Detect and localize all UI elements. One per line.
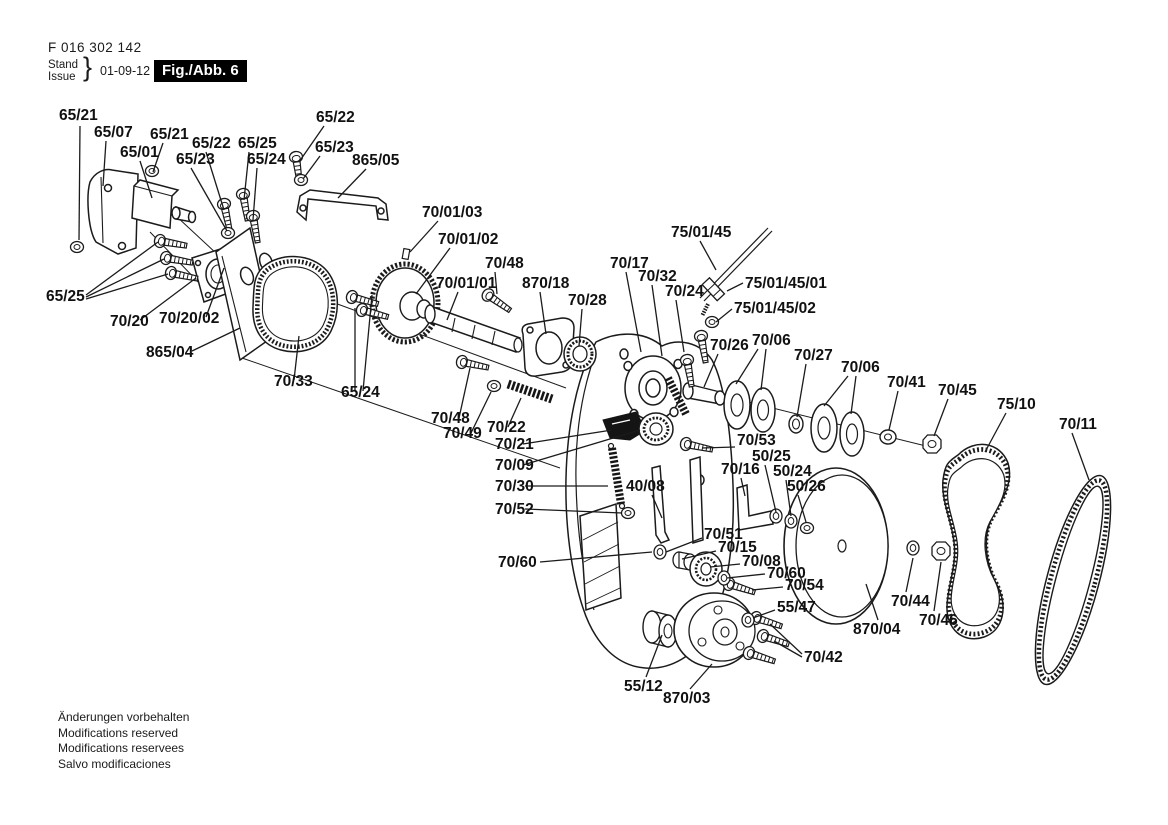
leader-line-65-07 (103, 141, 106, 186)
leader-line-70-06 (761, 349, 766, 390)
part-label-70-51: 70/51 (704, 526, 743, 543)
part-label-865-04: 865/04 (146, 344, 194, 361)
part-label-40-08: 40/08 (626, 478, 665, 495)
leader-line-70-06 (851, 376, 856, 414)
part-label-65-24: 65/24 (341, 384, 380, 401)
leader-line-50-26 (798, 495, 806, 522)
part-label-55-47: 55/47 (777, 599, 816, 616)
leader-line-70-54 (752, 587, 783, 590)
leader-line-70-51 (666, 538, 702, 552)
leader-line-70-01-01 (447, 292, 458, 320)
leader-line-70-53 (702, 447, 735, 448)
leader-line-70-60 (540, 552, 652, 562)
part-label-70-30: 70/30 (495, 478, 534, 495)
part-label-75-01-45: 75/01/45 (671, 224, 732, 241)
footer-line-fr: Modifications reservees (58, 741, 185, 755)
part-label-75-10: 75/10 (997, 396, 1036, 413)
part-label-70-24: 70/24 (665, 283, 704, 300)
leader-line-70-11 (1072, 433, 1089, 480)
part-label-70-45: 70/45 (938, 382, 977, 399)
part-label-70-08: 70/08 (742, 553, 781, 570)
leader-line-65-24 (363, 295, 372, 391)
leader-line-70-42 (770, 624, 802, 654)
part-label-70-06: 70/06 (841, 359, 880, 376)
part-label-70-17: 70/17 (610, 255, 649, 272)
part-label-70-16: 70/16 (721, 461, 760, 478)
part-label-65-24: 65/24 (247, 151, 286, 168)
part-label-50-24: 50/24 (773, 463, 812, 480)
part-label-65-22: 65/22 (192, 135, 231, 152)
part-label-50-26: 50/26 (787, 478, 826, 495)
part-label-75-01-45-01: 75/01/45/01 (745, 275, 827, 292)
part-label-70-42: 70/42 (804, 649, 843, 666)
part-label-70-54: 70/54 (785, 577, 824, 594)
part-label-70-48: 70/48 (485, 255, 524, 272)
leader-line-70-28 (579, 309, 582, 346)
part-label-70-01-02: 70/01/02 (438, 231, 499, 248)
leader-line-70-01-03 (410, 221, 438, 252)
part-label-70-20-02: 70/20/02 (159, 310, 220, 327)
part-label-50-25: 50/25 (752, 448, 791, 465)
leader-line-65-23 (303, 156, 320, 179)
part-label-70-09: 70/09 (495, 457, 534, 474)
part-label-70-33: 70/33 (274, 373, 313, 390)
leader-line-55-12 (646, 635, 662, 677)
leader-line-75-10 (985, 413, 1006, 452)
part-label-70-22: 70/22 (487, 419, 526, 436)
leader-line-70-44 (906, 558, 913, 592)
leader-line-70-45 (934, 399, 948, 436)
part-label-870-04: 870/04 (853, 621, 901, 638)
footer-line-es: Salvo modificaciones (58, 756, 171, 771)
part-label-70-26: 70/26 (710, 337, 749, 354)
leader-line-70-08 (710, 564, 740, 567)
part-label-70-06: 70/06 (752, 332, 791, 349)
leader-line-865-05 (338, 169, 366, 198)
part-label-65-23: 65/23 (315, 139, 354, 156)
part-label-70-52: 70/52 (495, 501, 534, 518)
leader-line-870-04 (866, 584, 878, 620)
part-label-70-44: 70/44 (891, 593, 930, 610)
footer-line-en: Modifications reserved (58, 725, 179, 740)
leader-line-65-25 (86, 259, 164, 297)
issue-date: 01-09-12 (100, 64, 151, 78)
leader-line-65-01 (140, 161, 152, 198)
part-label-70-32: 70/32 (638, 268, 677, 285)
part-label-70-15: 70/15 (718, 539, 757, 556)
part-label-70-48: 70/48 (431, 410, 470, 427)
part-label-65-21: 65/21 (150, 126, 189, 143)
leader-line-65-23 (191, 168, 227, 231)
part-label-65-25: 65/25 (238, 135, 277, 152)
leader-line-70-24 (676, 300, 684, 352)
leader-line-70-16 (741, 478, 745, 496)
leader-line-70-42 (774, 641, 802, 657)
leader-line-70-52 (525, 509, 622, 513)
leader-line-70-26 (704, 354, 718, 387)
leader-line-70-06 (824, 376, 848, 406)
stand-label: Stand (48, 59, 79, 71)
legal-footer (58, 710, 189, 772)
figure-badge: Fig./Abb. 6 (154, 60, 247, 82)
brace-glyph: } (83, 52, 93, 82)
leader-line-40-08 (652, 495, 662, 518)
leader-line-70-41 (889, 391, 898, 430)
part-label-75-01-45-02: 75/01/45/02 (734, 300, 816, 317)
part-label-65-01: 65/01 (120, 144, 159, 161)
leader-line-865-04 (192, 328, 240, 351)
part-label-65-21: 65/21 (59, 107, 98, 124)
footer-line-de: Änderungen vorbehalten (58, 710, 190, 724)
leader-line-55-47 (753, 610, 775, 618)
part-label-865-05: 865/05 (352, 152, 400, 169)
leader-line-70-46 (934, 562, 941, 611)
part-label-70-01-03: 70/01/03 (422, 204, 483, 221)
part-label-55-12: 55/12 (624, 678, 663, 695)
part-label-70-27: 70/27 (794, 347, 833, 364)
leader-line-70-32 (652, 285, 662, 356)
leader-line-75-01-45-02 (716, 309, 732, 322)
part-label-65-23: 65/23 (176, 151, 215, 168)
part-label-70-46: 70/46 (919, 612, 958, 629)
part-label-70-28: 70/28 (568, 292, 607, 309)
part-label-870-18: 870/18 (522, 275, 570, 292)
part-label-70-20: 70/20 (110, 313, 149, 330)
part-label-70-11: 70/11 (1059, 416, 1097, 433)
leader-line-870-03 (690, 664, 712, 689)
document-part-number: F 016 302 142 (48, 40, 142, 55)
part-label-65-07: 65/07 (94, 124, 133, 141)
part-label-70-53: 70/53 (737, 432, 776, 449)
leader-line-70-27 (797, 364, 806, 417)
part-label-70-21: 70/21 (495, 436, 534, 453)
part-label-65-22: 65/22 (316, 109, 355, 126)
leader-line-75-01-45 (700, 241, 716, 270)
part-label-70-49: 70/49 (443, 425, 482, 442)
leader-line-65-24 (253, 168, 257, 220)
issue-label: Issue (48, 71, 76, 83)
part-label-70-41: 70/41 (887, 374, 926, 391)
part-label-65-25: 65/25 (46, 288, 85, 305)
part-label-870-03: 870/03 (663, 690, 711, 707)
leader-line-70-15 (682, 551, 716, 559)
part-label-70-60: 70/60 (498, 554, 537, 571)
part-label-70-01-01: 70/01/01 (436, 275, 497, 292)
leader-line-70-60 (727, 574, 765, 578)
leader-line-65-25 (86, 242, 158, 295)
leader-line-75-01-45-01 (727, 283, 743, 291)
leader-line-65-21 (79, 126, 80, 240)
part-label-70-60: 70/60 (767, 565, 806, 582)
leader-line-870-18 (540, 292, 546, 334)
